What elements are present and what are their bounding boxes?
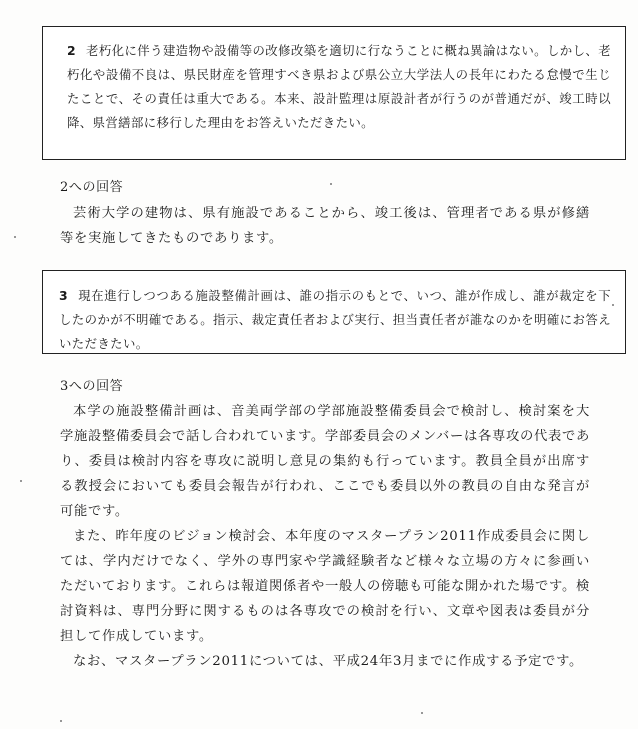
- scan-speck: [330, 183, 332, 185]
- scan-speck: [60, 720, 62, 722]
- question-2-number: 2: [67, 43, 77, 58]
- scan-speck: [20, 480, 22, 482]
- answer-2-text: 芸術大学の建物は、県有施設であることから、竣工後は、管理者である県が修繕等を実施してきたものであります。: [60, 206, 590, 246]
- question-2-box: [42, 26, 626, 160]
- answer-2-heading: 2への回答: [60, 180, 124, 195]
- scan-speck: [612, 304, 614, 306]
- scan-speck: [421, 712, 423, 714]
- question-3-text: [59, 284, 611, 356]
- answer-2: [60, 201, 590, 251]
- answer-3-paragraph: なお、マスタープラン2011については、平成24年3月までに作成する予定です。: [73, 654, 584, 669]
- question-2-text: [67, 39, 611, 135]
- question-3-box: [42, 270, 626, 354]
- answer-3-paragraph: 本学の施設整備計画は、音美両学部の学部施設整備委員会で検討し、検討案を大学施設整備委員会で話し合われています。学部委員会のメンバーは各専攻の代表であり、委員は検討内容を専攻に説明し意見の集約も行っています。教員全員が出席する教授会においても委員会報告が行われ、ここでも委員以外の教員の自由な発言が可能です。: [60, 404, 590, 519]
- scan-speck: [14, 236, 16, 238]
- question-3-body: 現在進行しつつある施設整備計画は、誰の指示のもとで、いつ、誰が作成し、誰が裁定を下したのかが不明確である。指示、裁定責任者および実行、担当責任者が誰なのかを明確にお答えいただきたい。: [59, 288, 611, 351]
- question-2-body: 老朽化に伴う建造物や設備等の改修改築を適切に行なうことに概ね異論はない。しかし、老朽化や設備不良は、県民財産を管理すべき県および県公立大学法人の長年にわたる怠慢で生じたことで、その責任は重大である。本来、設計監理は原設計者が行うのが普通だが、竣工時以降、県営繕部に移行した理由をお答えいただきたい。: [67, 43, 611, 130]
- question-3-number: 3: [59, 288, 69, 303]
- answer-3: [60, 399, 590, 674]
- answer-3-paragraph: また、昨年度のビジョン検討会、本年度のマスタープラン2011作成委員会に関しては、学内だけでなく、学外の専門家や学識経験者など様々な立場の方々に参画いただいております。これらは報道関係者や一般人の傍聴も可能な開かれた場です。検討資料は、専門分野に関するものは各専攻での検討を行い、文章や図表は委員が分担して作成しています。: [60, 529, 590, 644]
- answer-3-heading: 3への回答: [60, 379, 124, 394]
